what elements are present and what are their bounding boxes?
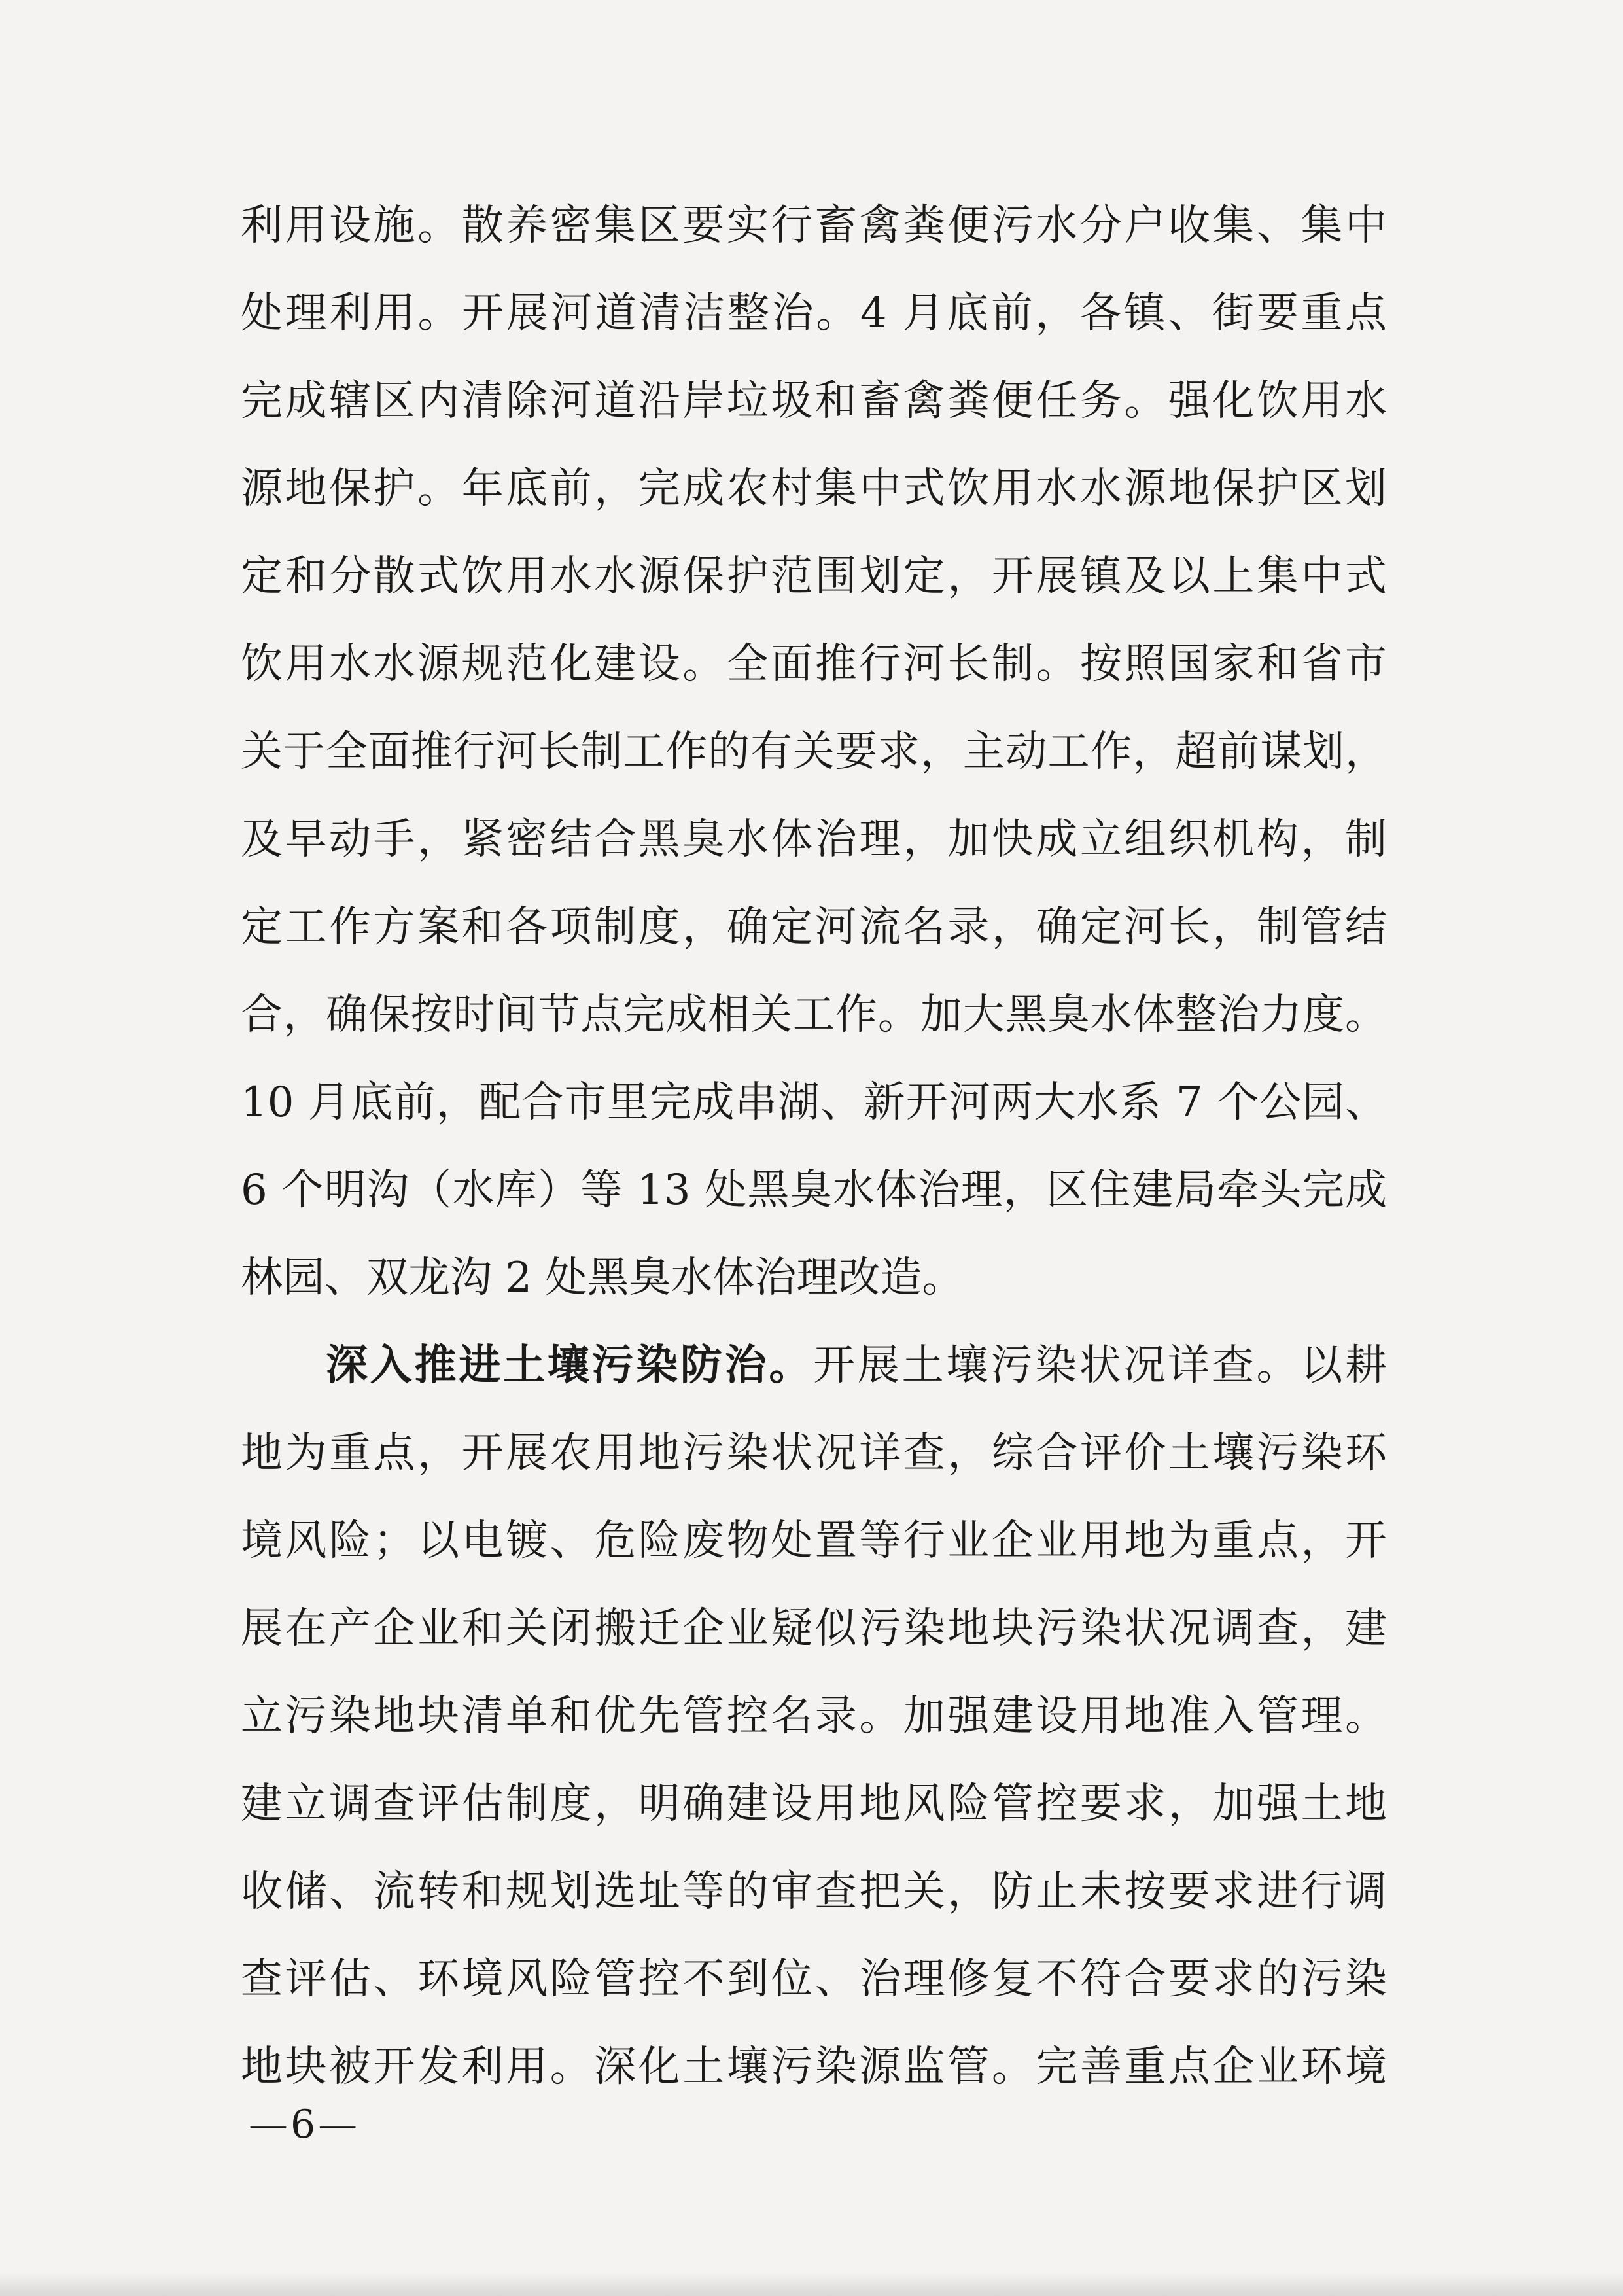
text-line: 6 个明沟（水库）等 13 处黑臭水体治理，区住建局牵头完成 (241, 1166, 1387, 1214)
text-line: 林园、双龙沟 2 处黑臭水体治理改造。 (241, 1254, 964, 1302)
page-bottom-edge (0, 2272, 1623, 2296)
text-line: 饮用水水源规范化建设。全面推行河长制。按照国家和省市 (241, 640, 1387, 688)
text-line: 关于全面推行河长制工作的有关要求，主动工作，超前谋划， (241, 728, 1387, 776)
section-first-line (241, 1322, 1387, 1409)
text-line: 查评估、环境风险管控不到位、治理修复不符合要求的污染 (241, 1955, 1387, 2004)
text-line: 合，确保按时间节点完成相关工作。加大黑臭水体整治力度。 (241, 991, 1387, 1039)
text-line: 及早动手，紧密结合黑臭水体治理，加快成立组织机构，制 (241, 815, 1387, 864)
document-body (241, 182, 1387, 2111)
text-line: 展在产企业和关闭搬迁企业疑似污染地块污染状况调查，建 (241, 1604, 1387, 1653)
text-line: 地为重点，开展农用地污染状况详查，综合评价土壤污染环 (241, 1429, 1387, 1477)
text-line: 建立调查评估制度，明确建设用地风险管控要求，加强土地 (241, 1780, 1387, 1828)
text-line: 源地保护。年底前，完成农村集中式饮用水水源地保护区划 (241, 465, 1387, 513)
text-line: 收储、流转和规划选址等的审查把关，防止未按要求进行调 (241, 1867, 1387, 1916)
section-heading: 深入推进土壤污染防治。 (326, 1341, 814, 1390)
text-line: 境风险；以电镀、危险废物处置等行业企业用地为重点，开 (241, 1517, 1387, 1565)
text-line: 地块被开发利用。深化土壤污染源监管。完善重点企业环境 (241, 2043, 1387, 2091)
section-first-line-text: 开展土壤污染状况详查。以耕 (813, 1341, 1387, 1390)
text-line: 处理利用。开展河道清洁整治。4 月底前，各镇、街要重点 (241, 289, 1387, 338)
text-line: 利用设施。散养密集区要实行畜禽粪便污水分户收集、集中 (241, 202, 1387, 250)
text-line: 立污染地块清单和优先管控名录。加强建设用地准入管理。 (241, 1692, 1387, 1740)
page-number: —6— (249, 2102, 360, 2147)
text-line: 完成辖区内清除河道沿岸垃圾和畜禽粪便任务。强化饮用水 (241, 377, 1387, 425)
text-line: 定和分散式饮用水水源保护范围划定，开展镇及以上集中式 (241, 552, 1387, 601)
text-line: 定工作方案和各项制度，确定河流名录，确定河长，制管结 (241, 903, 1387, 951)
text-line: 10 月底前，配合市里完成串湖、新开河两大水系 7 个公园、 (241, 1078, 1387, 1127)
